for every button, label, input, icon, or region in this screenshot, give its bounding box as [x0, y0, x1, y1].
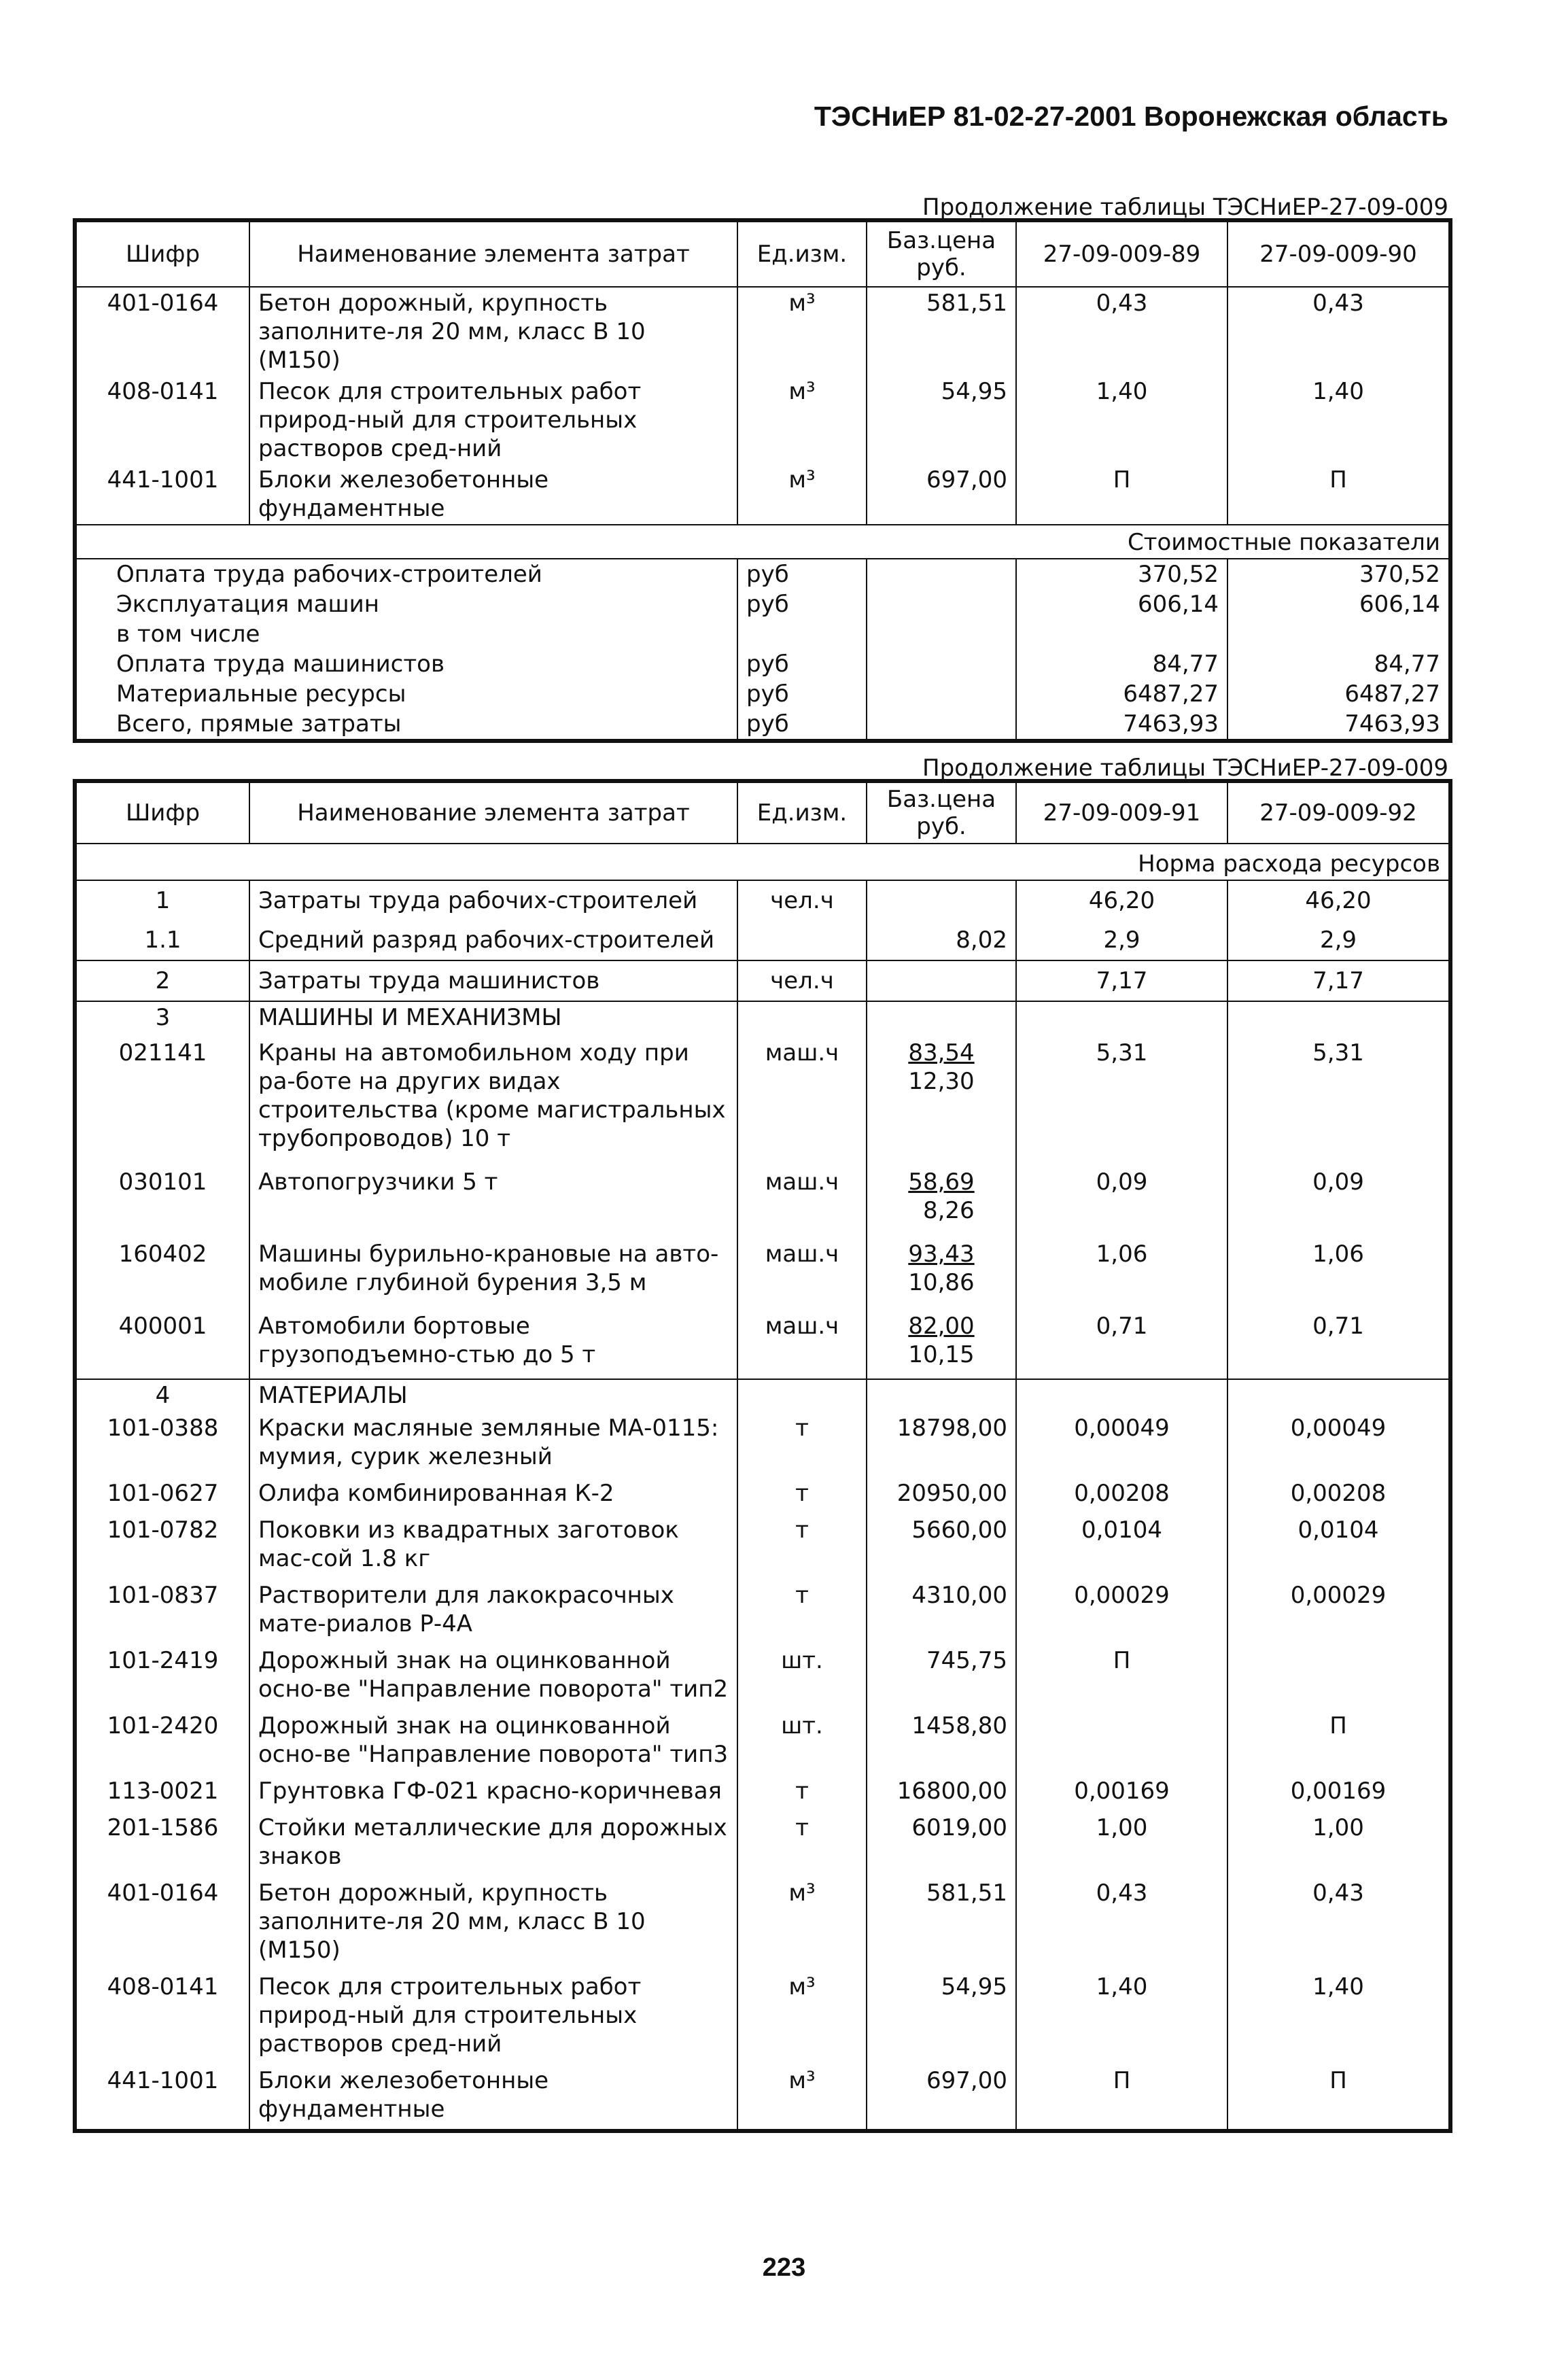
price-machine: 58,69	[908, 1168, 975, 1196]
row-name: Блоки железобетонные фундаментные	[249, 2064, 737, 2130]
cost-value-2: 6487,27	[1227, 679, 1449, 709]
row-value-1: 0,00208	[1016, 1476, 1227, 1513]
material-row	[76, 1876, 1449, 1970]
row-code: 160402	[76, 1234, 249, 1306]
row-value-1: 5,31	[1016, 1033, 1227, 1162]
row-code: 101-0627	[76, 1476, 249, 1513]
cost-value-2: 7463,93	[1227, 709, 1449, 740]
cost-value-2	[1227, 619, 1449, 649]
row-code: 441-1001	[76, 464, 249, 525]
cost-price	[867, 559, 1016, 589]
price-stack	[908, 1240, 974, 1297]
group-code: 3	[76, 1001, 249, 1033]
row-value-2: 0,71	[1227, 1306, 1449, 1379]
row-value-1: 0,00169	[1016, 1774, 1227, 1811]
col-v1-header: 27-09-009-91	[1016, 782, 1227, 844]
table2-caption: Продолжение таблицы ТЭСНиЕР-27-09-009	[922, 755, 1448, 782]
material-row	[76, 1476, 1449, 1513]
row-unit: м³	[737, 1876, 867, 1970]
row-unit: м³	[737, 464, 867, 525]
cost-unit: руб	[737, 679, 867, 709]
row-unit: т	[737, 1811, 867, 1876]
row-value-2: 0,0104	[1227, 1513, 1449, 1578]
row-name: Олифа комбинированная К-2	[249, 1476, 737, 1513]
section-title: Стоимостные показатели	[76, 525, 1449, 559]
row-price	[867, 1162, 1016, 1234]
row-price: 6019,00	[867, 1811, 1016, 1876]
table1-caption: Продолжение таблицы ТЭСНиЕР-27-09-009	[922, 194, 1448, 221]
row-code: 441-1001	[76, 2064, 249, 2130]
row-price: 1458,80	[867, 1709, 1016, 1774]
row-unit: маш.ч	[737, 1234, 867, 1306]
row-value-1: П	[1016, 1644, 1227, 1709]
row-price	[867, 1033, 1016, 1162]
empty-cell	[867, 1001, 1016, 1033]
row-name: Песок для строительных работ природ-ный для строительных растворов сред-ний	[249, 376, 737, 464]
price-stack	[908, 1312, 974, 1369]
row-price: 54,95	[867, 1970, 1016, 2064]
row-name: Краны на автомобильном ходу при ра-боте на других видах строительства (кроме магистральных трубопроводов) 10 т	[249, 1033, 737, 1162]
row-code: 2	[76, 960, 249, 1001]
row-unit: маш.ч	[737, 1306, 867, 1379]
cost-unit: руб	[737, 709, 867, 740]
row-unit: чел.ч	[737, 880, 867, 920]
row-value-1: 0,43	[1016, 1876, 1227, 1970]
table1	[75, 221, 1450, 740]
cost-price	[867, 649, 1016, 679]
col-name-header: Наименование элемента затрат	[249, 782, 737, 844]
cost-value-2: 370,52	[1227, 559, 1449, 589]
machine-row	[76, 1033, 1449, 1162]
row-code: 401-0164	[76, 287, 249, 376]
row-code: 1	[76, 880, 249, 920]
section-title: Норма расхода ресурсов	[76, 844, 1449, 880]
cost-name: Оплата труда машинистов	[76, 649, 737, 679]
group-title: МАШИНЫ И МЕХАНИЗМЫ	[249, 1001, 737, 1033]
row-price: 8,02	[867, 920, 1016, 960]
row-unit: т	[737, 1411, 867, 1476]
col-price-header: Баз.цена руб.	[867, 222, 1016, 287]
row-value-2: 0,00029	[1227, 1578, 1449, 1644]
row-name: Затраты труда машинистов	[249, 960, 737, 1001]
empty-cell	[1227, 1001, 1449, 1033]
cost-unit: руб	[737, 589, 867, 619]
col-code-header: Шифр	[76, 222, 249, 287]
row-price: 18798,00	[867, 1411, 1016, 1476]
row-value-1: 0,00029	[1016, 1578, 1227, 1644]
row-code: 408-0141	[76, 376, 249, 464]
row-code: 113-0021	[76, 1774, 249, 1811]
empty-cell	[867, 1379, 1016, 1411]
col-unit-header: Ед.изм.	[737, 222, 867, 287]
row-price: 4310,00	[867, 1578, 1016, 1644]
row-code: 101-0782	[76, 1513, 249, 1578]
row-value-2: 0,00049	[1227, 1411, 1449, 1476]
row-price: 16800,00	[867, 1774, 1016, 1811]
row-name: Бетон дорожный, крупность заполните-ля 20 мм, класс В 10 (М150)	[249, 1876, 737, 1970]
cost-unit: руб	[737, 559, 867, 589]
row-unit: т	[737, 1513, 867, 1578]
row-value-2: 0,00208	[1227, 1476, 1449, 1513]
row-name: Бетон дорожный, крупность заполните-ля 20 мм, класс В 10 (М150)	[249, 287, 737, 376]
table-row	[76, 287, 1449, 376]
row-unit: маш.ч	[737, 1162, 867, 1234]
row-value-2: 1,40	[1227, 1970, 1449, 2064]
row-price	[867, 880, 1016, 920]
cost-value-2: 84,77	[1227, 649, 1449, 679]
row-price: 5660,00	[867, 1513, 1016, 1578]
section-row	[76, 844, 1449, 880]
row-code: 201-1586	[76, 1811, 249, 1876]
price-operator-wage: 8,26	[922, 1197, 975, 1224]
table-row	[76, 880, 1449, 920]
row-value-1: 0,09	[1016, 1162, 1227, 1234]
price-operator-wage: 10,15	[908, 1341, 975, 1368]
row-code: 401-0164	[76, 1876, 249, 1970]
empty-cell	[737, 1379, 867, 1411]
col-v2-header: 27-09-009-92	[1227, 782, 1449, 844]
table-row	[76, 464, 1449, 525]
row-value-1: 46,20	[1016, 880, 1227, 920]
material-row	[76, 1411, 1449, 1476]
price-machine: 82,00	[908, 1313, 975, 1340]
material-row	[76, 1774, 1449, 1811]
empty-cell	[1016, 1001, 1227, 1033]
row-value-2: 46,20	[1227, 880, 1449, 920]
cost-name: Всего, прямые затраты	[76, 709, 737, 740]
row-price	[867, 1234, 1016, 1306]
row-code: 1.1	[76, 920, 249, 960]
row-value-1: 0,00049	[1016, 1411, 1227, 1476]
row-value-1: П	[1016, 464, 1227, 525]
row-code: 101-2419	[76, 1644, 249, 1709]
col-name-header: Наименование элемента затрат	[249, 222, 737, 287]
row-value-1: 7,17	[1016, 960, 1227, 1001]
machine-row	[76, 1234, 1449, 1306]
row-price: 54,95	[867, 376, 1016, 464]
row-price	[867, 1306, 1016, 1379]
col-code-header: Шифр	[76, 782, 249, 844]
row-unit: м³	[737, 287, 867, 376]
table2	[75, 782, 1450, 2130]
row-value-2: П	[1227, 464, 1449, 525]
row-unit: м³	[737, 1970, 867, 2064]
row-unit: шт.	[737, 1709, 867, 1774]
material-row	[76, 1970, 1449, 2064]
col-v2-header: 27-09-009-90	[1227, 222, 1449, 287]
row-unit: т	[737, 1578, 867, 1644]
row-name: Блоки железобетонные фундаментные	[249, 464, 737, 525]
page-number: 223	[762, 2253, 806, 2282]
price-machine: 93,43	[908, 1241, 975, 1268]
group-header-row	[76, 1001, 1449, 1033]
row-value-2: 0,43	[1227, 287, 1449, 376]
material-row	[76, 1513, 1449, 1578]
row-name: Автопогрузчики 5 т	[249, 1162, 737, 1234]
material-row	[76, 1811, 1449, 1876]
row-name: Дорожный знак на оцинкованной осно-ве "Направление поворота" тип3	[249, 1709, 737, 1774]
row-price: 581,51	[867, 1876, 1016, 1970]
material-row	[76, 1709, 1449, 1774]
row-unit: т	[737, 1774, 867, 1811]
cost-value-2: 606,14	[1227, 589, 1449, 619]
row-price	[867, 960, 1016, 1001]
row-code: 021141	[76, 1033, 249, 1162]
row-name: Растворители для лакокрасочных мате-риалов Р-4А	[249, 1578, 737, 1644]
cost-row	[76, 559, 1449, 589]
row-unit: чел.ч	[737, 960, 867, 1001]
group-title: МАТЕРИАЛЫ	[249, 1379, 737, 1411]
row-unit: м³	[737, 376, 867, 464]
row-price: 745,75	[867, 1644, 1016, 1709]
row-value-2	[1227, 1644, 1449, 1709]
row-value-2: 0,09	[1227, 1162, 1449, 1234]
section-row	[76, 525, 1449, 559]
row-name: Грунтовка ГФ-021 красно-коричневая	[249, 1774, 737, 1811]
cost-name: Материальные ресурсы	[76, 679, 737, 709]
row-name: Дорожный знак на оцинкованной осно-ве "Направление поворота" тип2	[249, 1644, 737, 1709]
cost-price	[867, 679, 1016, 709]
empty-cell	[1016, 1379, 1227, 1411]
material-row	[76, 2064, 1449, 2130]
machine-row	[76, 1162, 1449, 1234]
row-unit	[737, 920, 867, 960]
row-unit: м³	[737, 2064, 867, 2130]
row-name: Затраты труда рабочих-строителей	[249, 880, 737, 920]
row-value-1: 2,9	[1016, 920, 1227, 960]
cost-value-1: 7463,93	[1016, 709, 1227, 740]
row-code: 408-0141	[76, 1970, 249, 2064]
row-value-2: 7,17	[1227, 960, 1449, 1001]
row-code: 101-2420	[76, 1709, 249, 1774]
row-value-2: П	[1227, 2064, 1449, 2130]
machine-row	[76, 1306, 1449, 1379]
table-row	[76, 960, 1449, 1001]
cost-value-1	[1016, 619, 1227, 649]
empty-cell	[737, 1001, 867, 1033]
cost-name: Эксплуатация машин	[76, 589, 737, 619]
cost-row	[76, 619, 1449, 649]
group-code: 4	[76, 1379, 249, 1411]
row-value-1: 0,71	[1016, 1306, 1227, 1379]
row-value-1: 1,40	[1016, 376, 1227, 464]
row-value-1: 1,40	[1016, 1970, 1227, 2064]
row-price: 20950,00	[867, 1476, 1016, 1513]
table-row	[76, 376, 1449, 464]
row-value-1: 1,00	[1016, 1811, 1227, 1876]
row-value-2: 0,43	[1227, 1876, 1449, 1970]
cost-row	[76, 589, 1449, 619]
group-header-row	[76, 1379, 1449, 1411]
row-name: Средний разряд рабочих-строителей	[249, 920, 737, 960]
row-name: Стойки металлические для дорожных знаков	[249, 1811, 737, 1876]
row-unit: шт.	[737, 1644, 867, 1709]
row-name: Машины бурильно-крановые на авто-мобиле глубиной бурения 3,5 м	[249, 1234, 737, 1306]
empty-cell	[1227, 1379, 1449, 1411]
cost-unit	[737, 619, 867, 649]
row-code: 030101	[76, 1162, 249, 1234]
row-unit: т	[737, 1476, 867, 1513]
row-value-2: 1,00	[1227, 1811, 1449, 1876]
cost-price	[867, 619, 1016, 649]
row-value-2: 0,00169	[1227, 1774, 1449, 1811]
row-name: Поковки из квадратных заготовок мас-сой 1.8 кг	[249, 1513, 737, 1578]
page-header: ТЭСНиЕР 81-02-27-2001 Воронежская область	[814, 101, 1448, 132]
row-name: Автомобили бортовые грузоподъемно-стью до 5 т	[249, 1306, 737, 1379]
col-price-header: Баз.цена руб.	[867, 782, 1016, 844]
cost-value-1: 370,52	[1016, 559, 1227, 589]
cost-row	[76, 679, 1449, 709]
price-operator-wage: 12,30	[908, 1068, 975, 1095]
row-value-2: 1,06	[1227, 1234, 1449, 1306]
row-value-1: П	[1016, 2064, 1227, 2130]
row-name: Песок для строительных работ природ-ный для строительных растворов сред-ний	[249, 1970, 737, 2064]
cost-value-1: 84,77	[1016, 649, 1227, 679]
row-code: 101-0837	[76, 1578, 249, 1644]
row-code: 400001	[76, 1306, 249, 1379]
row-value-1: 0,0104	[1016, 1513, 1227, 1578]
row-price: 697,00	[867, 2064, 1016, 2130]
cost-value-1: 606,14	[1016, 589, 1227, 619]
row-price: 581,51	[867, 287, 1016, 376]
price-machine: 83,54	[908, 1039, 975, 1067]
cost-name: Оплата труда рабочих-строителей	[76, 559, 737, 589]
material-row	[76, 1578, 1449, 1644]
cost-name: в том числе	[76, 619, 737, 649]
cost-price	[867, 589, 1016, 619]
cost-row	[76, 649, 1449, 679]
row-name: Краски масляные земляные МА-0115: мумия, сурик железный	[249, 1411, 737, 1476]
row-value-2: 5,31	[1227, 1033, 1449, 1162]
row-value-2: 2,9	[1227, 920, 1449, 960]
row-price: 697,00	[867, 464, 1016, 525]
price-stack	[908, 1039, 974, 1096]
row-code: 101-0388	[76, 1411, 249, 1476]
row-value-1: 1,06	[1016, 1234, 1227, 1306]
material-row	[76, 1644, 1449, 1709]
price-stack	[908, 1168, 974, 1225]
row-unit: маш.ч	[737, 1033, 867, 1162]
row-value-1	[1016, 1709, 1227, 1774]
row-value-2: 1,40	[1227, 376, 1449, 464]
col-v1-header: 27-09-009-89	[1016, 222, 1227, 287]
cost-value-1: 6487,27	[1016, 679, 1227, 709]
cost-row	[76, 709, 1449, 740]
cost-price	[867, 709, 1016, 740]
row-value-2: П	[1227, 1709, 1449, 1774]
cost-unit: руб	[737, 649, 867, 679]
price-operator-wage: 10,86	[908, 1269, 975, 1296]
row-value-1: 0,43	[1016, 287, 1227, 376]
table-row	[76, 920, 1449, 960]
col-unit-header: Ед.изм.	[737, 782, 867, 844]
